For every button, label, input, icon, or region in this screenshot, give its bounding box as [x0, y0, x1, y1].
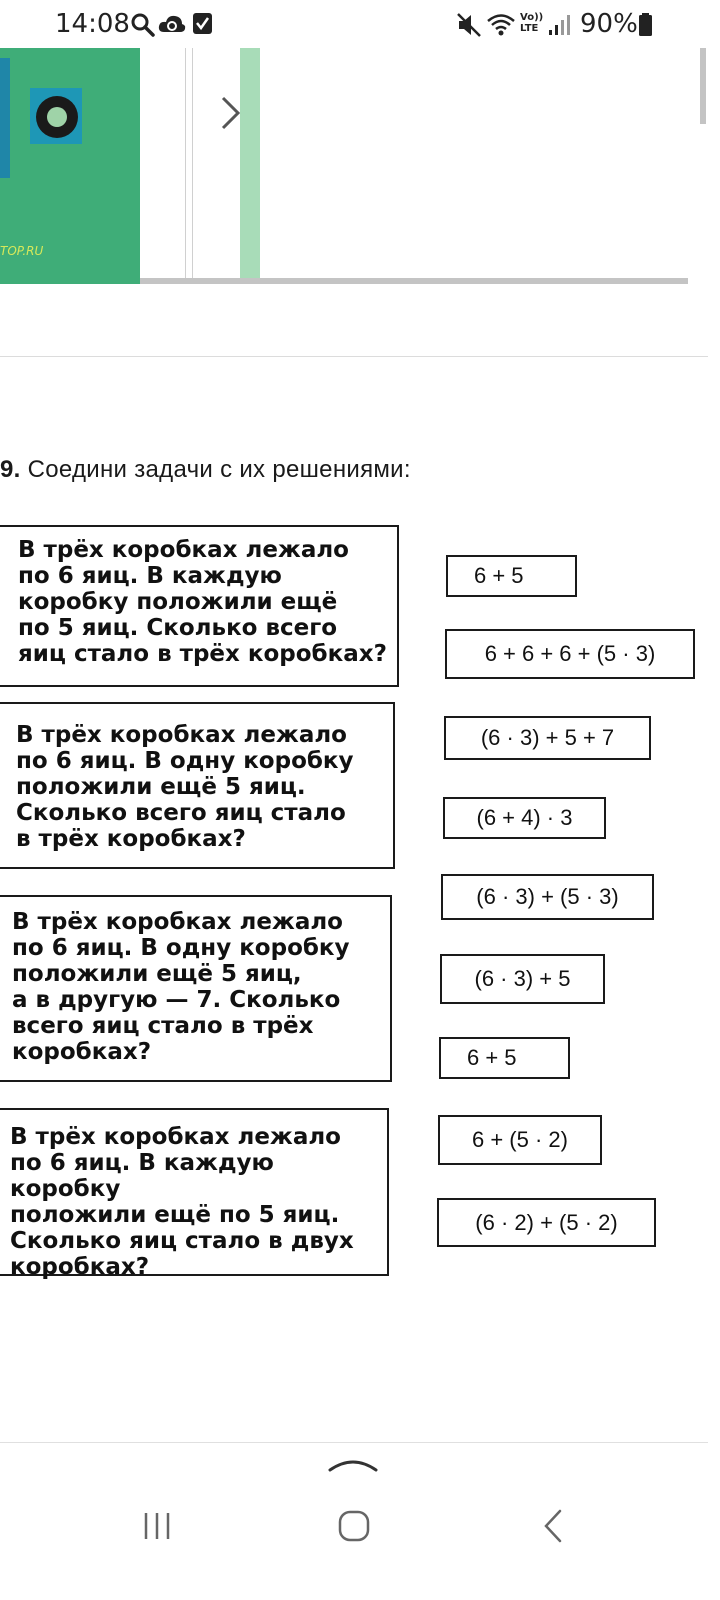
- vertical-scrollbar[interactable]: [700, 48, 706, 124]
- task-title: [0, 456, 411, 484]
- solution-box[interactable]: (6 · 2) + (5 · 2): [437, 1198, 656, 1247]
- navigation-bar: [0, 1480, 720, 1600]
- wifi-icon: [486, 12, 516, 38]
- problem-text: В трёх коробках лежало по 6 яиц. В одну коробку положили ещё 5 яиц, а в другую — 7. Сколько всего яиц стало в трёх коробках?: [12, 909, 350, 1065]
- thumbnail-image[interactable]: [0, 48, 140, 284]
- back-icon[interactable]: [540, 1508, 566, 1544]
- volte-icon: Vo)) LTE: [520, 12, 544, 34]
- recent-apps-icon[interactable]: [140, 1510, 176, 1542]
- thumbnail-detail: [47, 107, 67, 127]
- divider: [192, 48, 193, 284]
- problem-box: [0, 702, 395, 869]
- horizontal-scrollbar[interactable]: [140, 278, 688, 284]
- home-icon[interactable]: [336, 1508, 372, 1544]
- task-number: 9.: [0, 456, 21, 483]
- checkbox-icon: [192, 12, 214, 36]
- solution-box[interactable]: (6 · 3) + 5 + 7: [444, 716, 651, 760]
- thumbnail-strip[interactable]: [240, 48, 260, 284]
- thumbnail-caption: TOP.RU: [0, 244, 44, 258]
- signal-icon: [548, 12, 572, 38]
- status-time: 14:08: [55, 9, 130, 39]
- solution-box[interactable]: (6 + 4) · 3: [443, 797, 606, 839]
- divider: [185, 48, 186, 284]
- thumbnail-detail: [0, 58, 10, 178]
- solution-box[interactable]: 6 + 5: [446, 555, 577, 597]
- problem-text: В трёх коробках лежало по 6 яиц. В каждую коробку положили ещё по 5 яиц. Сколько яиц стало в двух коробках?: [10, 1124, 354, 1280]
- image-carousel[interactable]: [0, 48, 720, 288]
- battery-icon: [638, 12, 654, 38]
- battery-percent: 90%: [580, 9, 638, 39]
- mute-icon: [456, 12, 482, 38]
- solution-box[interactable]: 6 + 6 + 6 + (5 · 3): [445, 629, 695, 679]
- problem-box: [0, 525, 399, 687]
- problem-box: [0, 1108, 389, 1280]
- section-divider: [0, 356, 708, 357]
- problem-text: В трёх коробках лежало по 6 яиц. В одну коробку положили ещё 5 яиц. Сколько всего яиц стало в трёх коробках?: [16, 722, 354, 852]
- solution-box[interactable]: (6 · 3) + (5 · 3): [441, 874, 654, 920]
- solution-box[interactable]: 6 + 5: [439, 1037, 570, 1079]
- chevron-up-icon[interactable]: [328, 1454, 378, 1474]
- task-title-text: Соедини задачи с их решениями:: [27, 456, 411, 483]
- solution-box[interactable]: 6 + (5 · 2): [438, 1115, 602, 1165]
- problem-text: В трёх коробках лежало по 6 яиц. В каждую коробку положили ещё по 5 яиц. Сколько всего яиц стало в трёх коробках?: [18, 537, 387, 667]
- solution-box[interactable]: (6 · 3) + 5: [440, 954, 605, 1004]
- problem-box: [0, 895, 392, 1082]
- search-icon: [130, 12, 156, 38]
- chevron-right-icon[interactable]: [218, 96, 242, 130]
- status-bar: [0, 0, 720, 48]
- cloud-sync-icon: [158, 12, 186, 38]
- bottom-divider: [0, 1442, 708, 1443]
